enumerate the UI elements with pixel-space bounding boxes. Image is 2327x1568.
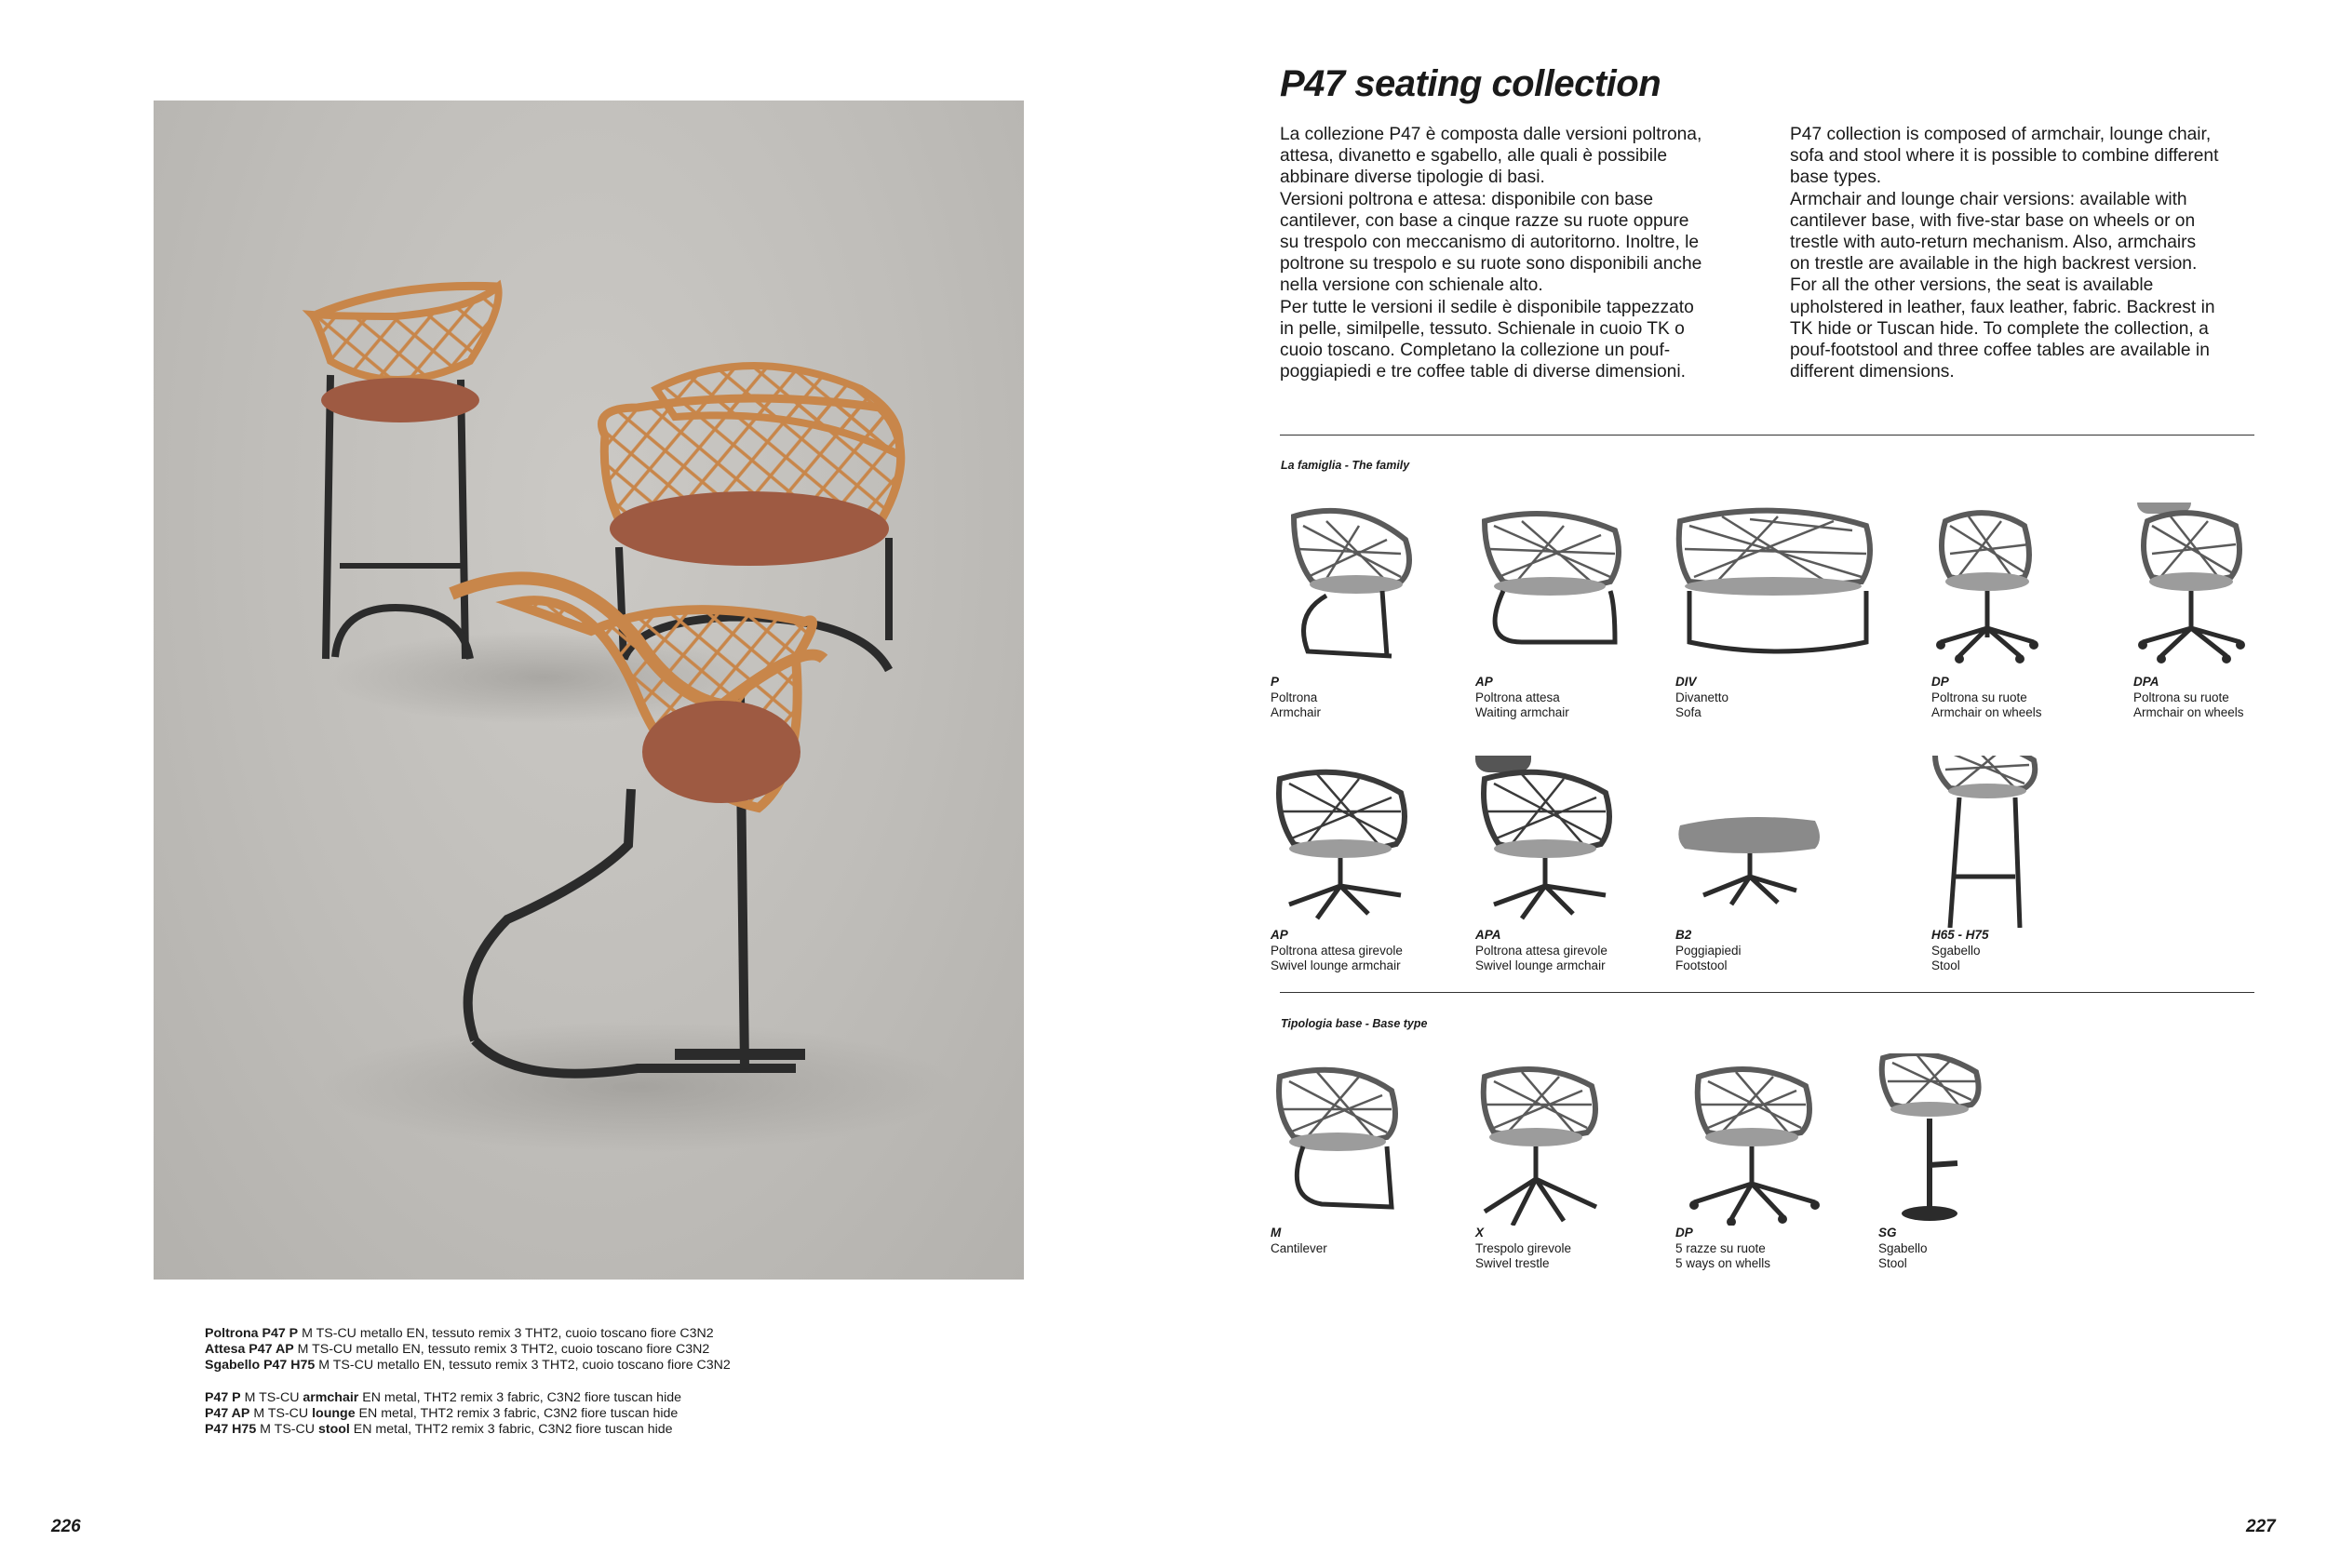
divider — [1280, 992, 2254, 993]
photo-caption — [205, 1326, 856, 1438]
caption-en-line: P47 H75 M TS-CU stool EN metal, THT2 remix 3 fabric, C3N2 fiore tuscan hide — [205, 1422, 673, 1438]
base-item — [1271, 1053, 1475, 1256]
base-name-it: 5 razze su ruote — [1675, 1240, 1766, 1255]
product-code: APA — [1475, 928, 1501, 942]
product-code: DP — [1931, 675, 1949, 689]
divider — [1280, 435, 2254, 436]
armchair-on-wheels-icon — [1931, 503, 2136, 675]
product-name-en: Waiting armchair — [1475, 705, 1569, 719]
caption-en-line: P47 AP M TS-CU lounge EN metal, THT2 remix 3 fabric, C3N2 fiore tuscan hide — [205, 1405, 679, 1421]
hero-photo — [154, 101, 1024, 1280]
base-item — [1475, 1053, 1680, 1272]
base-section-label: Tipologia base - Base type — [1281, 1017, 1428, 1030]
sofa-icon — [1675, 503, 1890, 675]
product-item — [1675, 756, 1880, 974]
product-name-en: Swivel lounge armchair — [1271, 958, 1401, 972]
product-item — [1675, 503, 1890, 721]
base-code: DP — [1675, 1226, 1693, 1240]
intro-english: P47 collection is composed of armchair, lounge chair, sofa and stool where it is possible to combine different base types. Armchair and lounge chair versions: available with cantilever base, with five-star base on wheels or on trestle with auto-return mechanism. Also, armchairs on trestle are available in the high backrest version. For all the other versions, the seat is available upholstered in leather, faux leather, fabric. Backrest in TK hide or Tuscan hide. To complete the collection, a pouf-footstool and three coffee tables are available in different dimensions. — [1790, 125, 2219, 382]
product-item — [1931, 756, 2136, 974]
product-item — [1271, 503, 1475, 721]
base-name-en: 5 ways on whells — [1675, 1256, 1771, 1270]
product-code: AP — [1271, 928, 1288, 942]
product-code: DIV — [1675, 675, 1697, 689]
base-name-it: Cantilever — [1271, 1240, 1327, 1255]
base-name-en: Swivel trestle — [1475, 1256, 1550, 1270]
high-back-armchair-on-wheels-icon — [2133, 503, 2327, 675]
product-name-en: Armchair — [1271, 705, 1322, 719]
product-item — [1931, 503, 2136, 721]
base-item — [1675, 1053, 1880, 1272]
product-name-en: Armchair on wheels — [2133, 705, 2244, 719]
product-code: DPA — [2133, 675, 2159, 689]
product-name-it: Sgabello — [1931, 943, 1981, 958]
product-item — [2133, 503, 2327, 721]
product-item — [1475, 503, 1680, 721]
base-item — [1878, 1053, 2083, 1272]
product-name-en: Sofa — [1675, 705, 1702, 719]
product-name-en: Stool — [1931, 958, 1960, 972]
caption-it-line: Attesa P47 AP M TS-CU metallo EN, tessuto remix 3 THT2, cuoio toscano fiore C3N2 — [205, 1342, 710, 1358]
stool-base-icon — [1878, 1053, 2083, 1226]
swivel-lounge-armchair-icon — [1271, 756, 1475, 928]
page-number-left: 226 — [51, 1517, 81, 1536]
product-name-it: Poltrona attesa girevole — [1271, 943, 1403, 958]
product-item — [1475, 756, 1680, 974]
cantilever-base-icon — [1271, 1053, 1475, 1226]
swivel-trestle-base-icon — [1475, 1053, 1680, 1226]
caption-it-line: Poltrona P47 P M TS-CU metallo EN, tessuto remix 3 THT2, cuoio toscano fiore C3N2 — [205, 1326, 714, 1341]
five-star-wheels-base-icon — [1675, 1053, 1880, 1226]
high-back-swivel-lounge-armchair-icon — [1475, 756, 1680, 928]
stool-illustration — [312, 286, 499, 659]
product-item — [1271, 756, 1475, 974]
base-code: X — [1475, 1226, 1485, 1240]
product-name-it: Poltrona attesa girevole — [1475, 943, 1607, 958]
product-name-it: Poggiapiedi — [1675, 943, 1742, 958]
family-section-label: La famiglia - The family — [1281, 459, 1410, 472]
base-name-it: Sgabello — [1878, 1240, 1928, 1255]
product-code: B2 — [1675, 928, 1692, 942]
product-name-it: Poltrona su ruote — [1931, 690, 2027, 704]
base-name-it: Trespolo girevole — [1475, 1240, 1572, 1255]
waiting-armchair-icon — [1475, 503, 1680, 675]
product-name-en: Swivel lounge armchair — [1475, 958, 1606, 972]
base-name-en: Stool — [1878, 1256, 1907, 1270]
page-title: P47 seating collection — [1280, 63, 1661, 104]
product-name-it: Poltrona su ruote — [2133, 690, 2229, 704]
base-code: SG — [1878, 1226, 1897, 1240]
intro-italian: La collezione P47 è composta dalle versioni poltrona, attesa, divanetto e sgabello, alle quali è possibile abbinare diverse tipologie di basi. Versioni poltrona e attesa: disponibile con base cantilever, con base a cinque razze su ruote oppure su trespolo con meccanismo di autoritorno. Inoltre, le poltrone su trespolo e su ruote sono disponibili anche nella versione con schienale alto. Per tutte le versioni il sedile è disponibile tappezzato in pelle, similpelle, tessuto. Schienale in cuoio TK o cuoio toscano. Completano la collezione un pouf- poggiapiedi e tre coffee table di diverse dimensioni. — [1280, 125, 1702, 382]
stool-icon — [1931, 756, 2136, 928]
product-name-it: Poltrona attesa — [1475, 690, 1560, 704]
caption-it-line: Sgabello P47 H75 M TS-CU metallo EN, tessuto remix 3 THT2, cuoio toscano fiore C3N2 — [205, 1358, 731, 1374]
product-code: P — [1271, 675, 1280, 689]
page-number-right: 227 — [2246, 1517, 2276, 1536]
base-code: M — [1271, 1226, 1282, 1240]
product-code: AP — [1475, 675, 1493, 689]
product-name-en: Footstool — [1675, 958, 1728, 972]
product-name-en: Armchair on wheels — [1931, 705, 2042, 719]
product-code: H65 - H75 — [1931, 928, 1989, 942]
caption-en-line: P47 P M TS-CU armchair EN metal, THT2 remix 3 fabric, C3N2 fiore tuscan hide — [205, 1389, 682, 1405]
footstool-icon — [1675, 756, 1880, 928]
product-name-it: Poltrona — [1271, 690, 1318, 704]
armchair-cantilever-icon — [1271, 503, 1475, 675]
product-name-it: Divanetto — [1675, 690, 1729, 704]
